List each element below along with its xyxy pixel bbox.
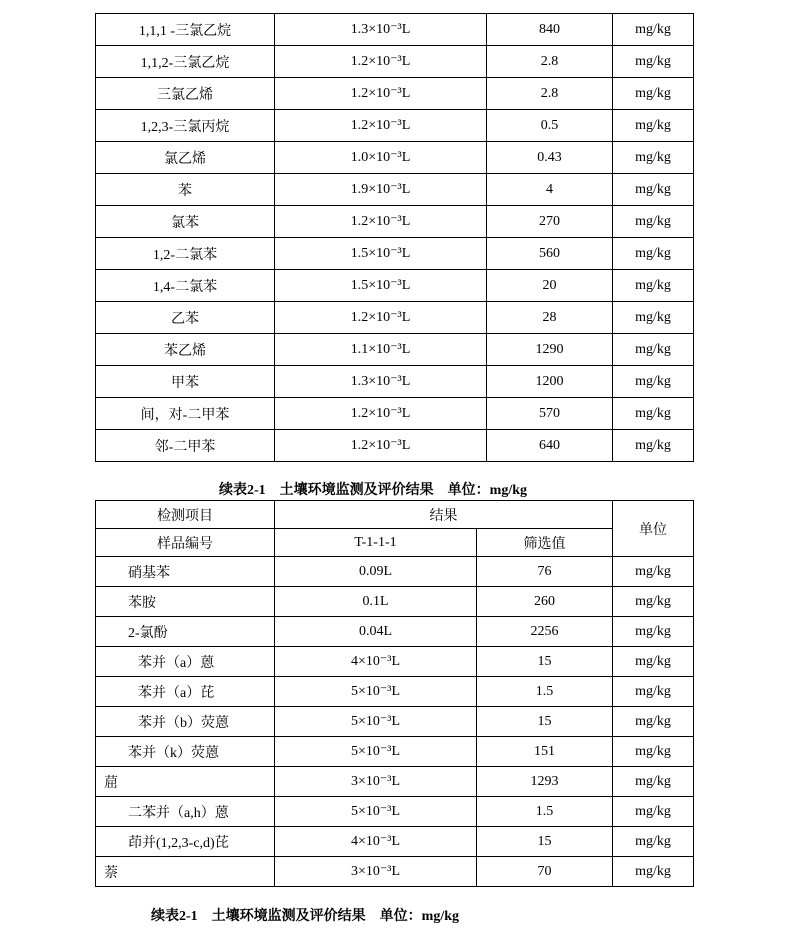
header-sample-id: T-1-1-1 [275,529,477,557]
table-row [96,430,694,462]
cell-unit: mg/kg [613,206,694,238]
cell-name: 硝基苯 [96,557,275,587]
cell-detection: 4×10⁻³L [275,647,477,677]
cell-name: 乙苯 [96,302,275,334]
cell-detection: 1.2×10⁻³L [275,302,487,334]
cell-detection: 1.3×10⁻³L [275,366,487,398]
table-row [96,46,694,78]
cell-detection: 5×10⁻³L [275,707,477,737]
cell-detection: 1.0×10⁻³L [275,142,487,174]
cell-detection: 1.2×10⁻³L [275,206,487,238]
cell-name: 1,2-二氯苯 [96,238,275,270]
header-item: 检测项目 [96,501,275,529]
cell-screening: 151 [477,737,613,767]
cell-name: 甲苯 [96,366,275,398]
cell-detection: 4×10⁻³L [275,827,477,857]
cell-name: 苯乙烯 [96,334,275,366]
cell-unit: mg/kg [613,302,694,334]
cell-detection: 1.2×10⁻³L [275,46,487,78]
cell-detection: 0.09L [275,557,477,587]
cell-unit: mg/kg [613,174,694,206]
cell-name: 䓛 [96,767,275,797]
cell-detection: 5×10⁻³L [275,677,477,707]
cell-unit: mg/kg [613,827,694,857]
table-header-row [96,501,694,529]
cell-screening: 76 [477,557,613,587]
cell-name: 苯并（k）荧蒽 [96,737,275,767]
cell-unit: mg/kg [613,110,694,142]
cell-name: 1,2,3-三氯丙烷 [96,110,275,142]
cell-detection: 1.2×10⁻³L [275,110,487,142]
table-row [96,857,694,887]
cell-name: 苯胺 [96,587,275,617]
cell-unit: mg/kg [613,797,694,827]
table-row [96,238,694,270]
table-row [96,366,694,398]
cell-unit: mg/kg [613,366,694,398]
cell-name: 苯并（a）芘 [96,677,275,707]
cell-screening: 15 [477,827,613,857]
header-sample: 样品编号 [96,529,275,557]
table-row [96,334,694,366]
header-unit: 单位 [613,501,694,557]
cell-screening: 1293 [477,767,613,797]
table-caption: 续表2-1 土壤环境监测及评价结果 单位：mg/kg [219,483,527,498]
table-row [96,587,694,617]
cell-detection: 1.3×10⁻³L [275,14,487,46]
cell-detection: 1.2×10⁻³L [275,78,487,110]
table-row [96,142,694,174]
table-row [96,78,694,110]
cell-detection: 3×10⁻³L [275,767,477,797]
table-row [96,737,694,767]
cell-detection: 5×10⁻³L [275,737,477,767]
header-screening: 筛选值 [477,529,613,557]
cell-unit: mg/kg [613,142,694,174]
table-row [96,647,694,677]
cell-name: 萘 [96,857,275,887]
cell-detection: 1.2×10⁻³L [275,430,487,462]
cell-detection: 3×10⁻³L [275,857,477,887]
header-result: 结果 [275,501,613,529]
cell-screening: 1290 [487,334,613,366]
cell-name: 2-氯酚 [96,617,275,647]
cell-unit: mg/kg [613,238,694,270]
cell-screening: 840 [487,14,613,46]
results-table-1 [95,13,694,462]
cell-screening: 640 [487,430,613,462]
cell-name: 苯 [96,174,275,206]
cell-screening: 15 [477,707,613,737]
cell-unit: mg/kg [613,270,694,302]
table-header-row [96,529,694,557]
cell-screening: 2.8 [487,46,613,78]
cell-screening: 20 [487,270,613,302]
cell-unit: mg/kg [613,677,694,707]
cell-unit: mg/kg [613,334,694,366]
cell-name: 间，对-二甲苯 [96,398,275,430]
cell-detection: 1.2×10⁻³L [275,398,487,430]
cell-name: 氯苯 [96,206,275,238]
cell-screening: 1200 [487,366,613,398]
cell-unit: mg/kg [613,46,694,78]
cell-screening: 0.5 [487,110,613,142]
cell-unit: mg/kg [613,737,694,767]
cell-screening: 1.5 [477,677,613,707]
cell-screening: 270 [487,206,613,238]
cell-screening: 260 [477,587,613,617]
cell-name: 邻-二甲苯 [96,430,275,462]
cell-detection: 1.5×10⁻³L [275,270,487,302]
cell-screening: 4 [487,174,613,206]
table-row [96,110,694,142]
cell-unit: mg/kg [613,14,694,46]
table-row [96,14,694,46]
table-row [96,398,694,430]
cell-detection: 1.9×10⁻³L [275,174,487,206]
cell-screening: 2.8 [487,78,613,110]
cell-screening: 15 [477,647,613,677]
cell-unit: mg/kg [613,557,694,587]
cell-detection: 0.1L [275,587,477,617]
cell-name: 二苯并（a,h）蒽 [96,797,275,827]
cell-name: 1,4-二氯苯 [96,270,275,302]
cell-unit: mg/kg [613,707,694,737]
cell-unit: mg/kg [613,617,694,647]
cell-detection: 1.1×10⁻³L [275,334,487,366]
cell-screening: 0.43 [487,142,613,174]
cell-unit: mg/kg [613,587,694,617]
cell-name: 苯并（a）蒽 [96,647,275,677]
table-row [96,557,694,587]
cell-unit: mg/kg [613,430,694,462]
cell-screening: 1.5 [477,797,613,827]
table-row [96,617,694,647]
cell-unit: mg/kg [613,767,694,797]
cell-name: 茚并(1,2,3-c,d)芘 [96,827,275,857]
cell-screening: 570 [487,398,613,430]
table-caption-next: 续表2-1 土壤环境监测及评价结果 单位：mg/kg [151,909,459,924]
cell-name: 氯乙烯 [96,142,275,174]
table-row [96,302,694,334]
results-table-2 [95,500,694,887]
table-row [96,767,694,797]
cell-name: 1,1,2-三氯乙烷 [96,46,275,78]
cell-unit: mg/kg [613,857,694,887]
cell-name: 1,1,1 -三氯乙烷 [96,14,275,46]
cell-screening: 70 [477,857,613,887]
table-row [96,270,694,302]
cell-unit: mg/kg [613,78,694,110]
cell-detection: 0.04L [275,617,477,647]
results-table-2-body [96,557,694,887]
table-row [96,206,694,238]
results-table-1-body [96,14,694,462]
cell-screening: 560 [487,238,613,270]
table-row [96,174,694,206]
table-row [96,827,694,857]
cell-screening: 28 [487,302,613,334]
cell-unit: mg/kg [613,647,694,677]
cell-detection: 5×10⁻³L [275,797,477,827]
table-row [96,677,694,707]
cell-screening: 2256 [477,617,613,647]
table-row [96,707,694,737]
cell-unit: mg/kg [613,398,694,430]
cell-name: 苯并（b）荧蒽 [96,707,275,737]
table-row [96,797,694,827]
cell-name: 三氯乙烯 [96,78,275,110]
cell-detection: 1.5×10⁻³L [275,238,487,270]
